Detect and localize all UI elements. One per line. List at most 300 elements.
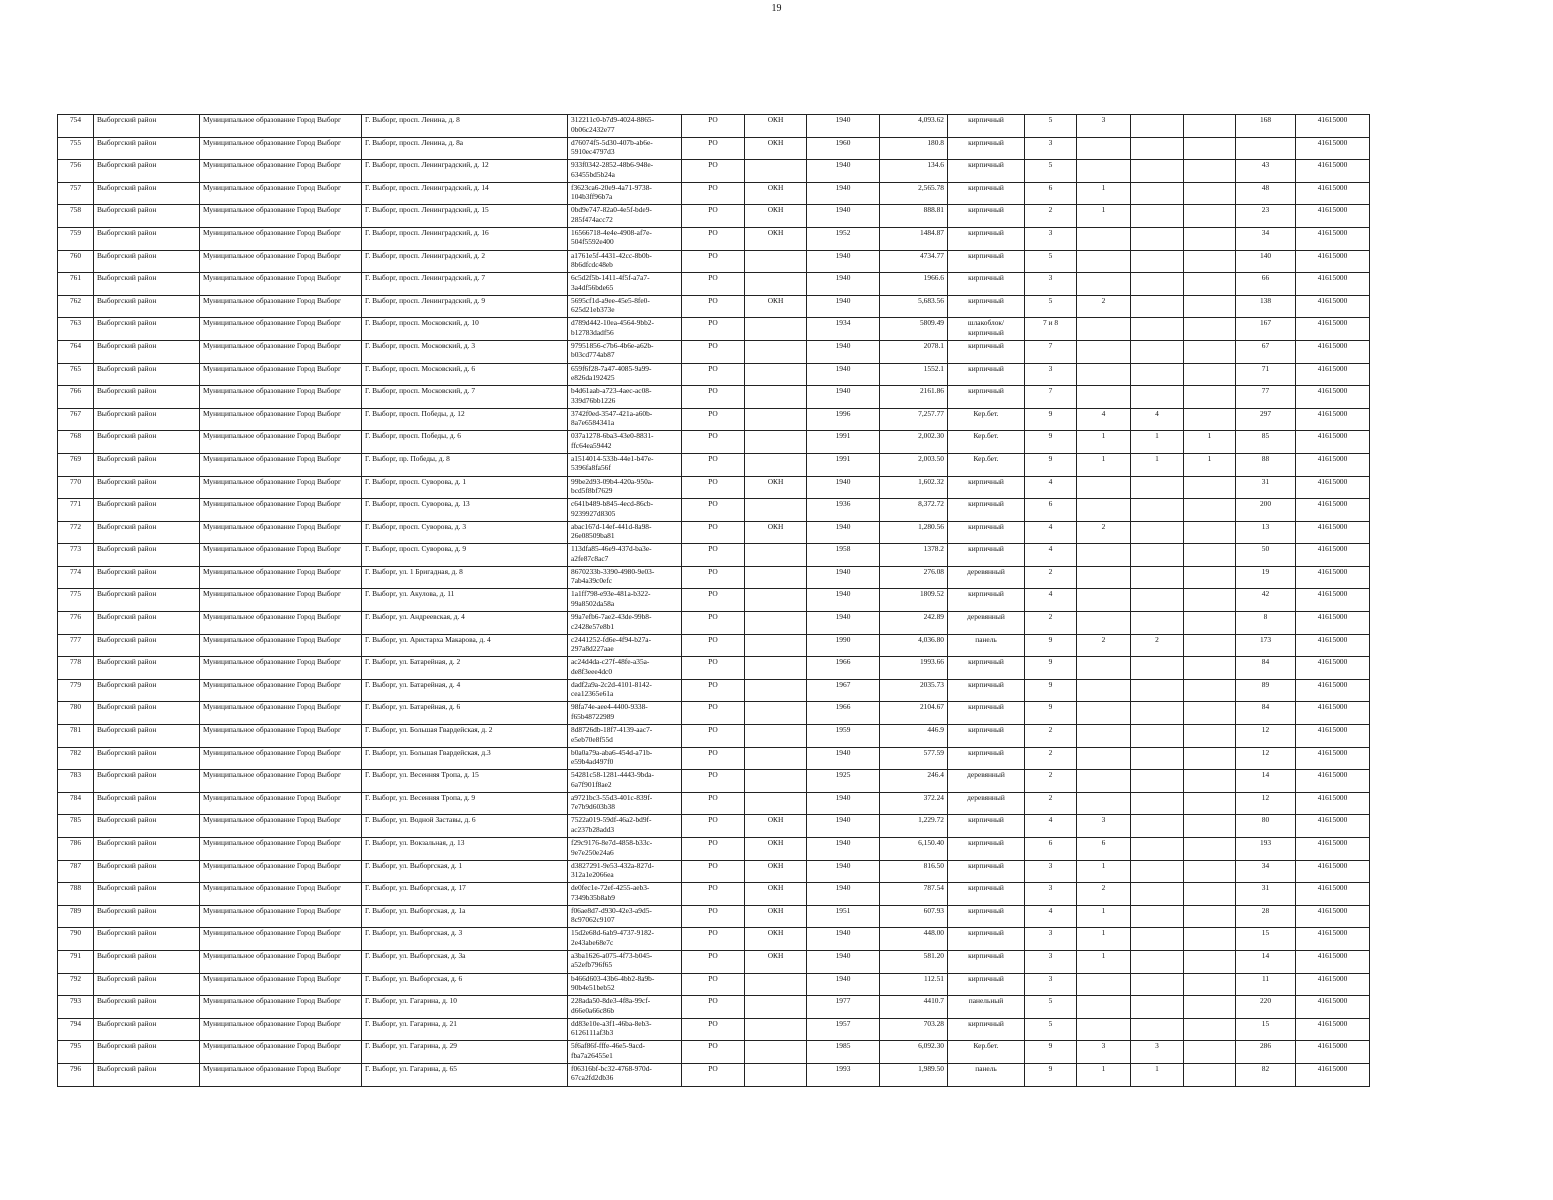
- apartments-cell: 77: [1236, 386, 1296, 409]
- count-2-cell: [1131, 702, 1184, 725]
- guid-cell: 3742f0ed-3547-421a-a60b-8a7e6584341a: [568, 408, 682, 431]
- okn-cell: [745, 973, 807, 996]
- year-cell: 1940: [807, 476, 880, 499]
- row-number-cell: 783: [58, 770, 94, 793]
- type-cell: РО: [682, 340, 745, 363]
- count-1-cell: [1077, 476, 1131, 499]
- floors-cell: 4: [1025, 589, 1077, 612]
- year-cell: 1940: [807, 973, 880, 996]
- type-cell: РО: [682, 431, 745, 454]
- floors-cell: 3: [1025, 928, 1077, 951]
- type-cell: РО: [682, 476, 745, 499]
- oktmo-cell: 41615000: [1296, 589, 1370, 612]
- table-row: [58, 815, 1370, 838]
- type-cell: РО: [682, 295, 745, 318]
- area-cell: 4734.77: [880, 250, 948, 273]
- address-cell: Г. Выборг, просп. Ленинградский, д. 7: [362, 273, 568, 296]
- count-1-cell: 2: [1077, 521, 1131, 544]
- apartments-cell: 12: [1236, 792, 1296, 815]
- guid-cell: 97951856-c7b6-4b6e-a62b-b03cd774ab87: [568, 340, 682, 363]
- count-1-cell: [1077, 657, 1131, 680]
- floors-cell: 7: [1025, 340, 1077, 363]
- row-number-cell: 755: [58, 137, 94, 160]
- address-cell: Г. Выборг, ул. Гагарина, д. 21: [362, 1018, 568, 1041]
- row-number-cell: 777: [58, 634, 94, 657]
- guid-cell: abac167d-14ef-441d-8a98-26e08509ba81: [568, 521, 682, 544]
- okn-cell: [745, 1018, 807, 1041]
- address-cell: Г. Выборг, ул. Выборгская, д. 3: [362, 928, 568, 951]
- count-1-cell: 1: [1077, 950, 1131, 973]
- area-cell: 1484.87: [880, 227, 948, 250]
- address-cell: Г. Выборг, ул. Весенняя Тропа, д. 9: [362, 792, 568, 815]
- material-cell: кирпичный: [948, 137, 1025, 160]
- apartments-cell: 28: [1236, 905, 1296, 928]
- area-cell: 577.59: [880, 747, 948, 770]
- area-cell: 5809.49: [880, 318, 948, 341]
- row-number-cell: 763: [58, 318, 94, 341]
- district-cell: Выборгский район: [94, 205, 200, 228]
- address-cell: Г. Выборг, ул. Гагарина, д. 10: [362, 996, 568, 1019]
- okn-cell: [745, 408, 807, 431]
- municipality-cell: Муниципальное образование Город Выборг: [200, 657, 362, 680]
- table-row: [58, 657, 1370, 680]
- count-3-cell: [1184, 115, 1236, 138]
- floors-cell: 5: [1025, 295, 1077, 318]
- count-3-cell: [1184, 1063, 1236, 1086]
- address-cell: Г. Выборг, просп. Московский, д. 3: [362, 340, 568, 363]
- okn-cell: [745, 499, 807, 522]
- apartments-cell: 66: [1236, 273, 1296, 296]
- type-cell: РО: [682, 182, 745, 205]
- type-cell: РО: [682, 250, 745, 273]
- okn-cell: [745, 634, 807, 657]
- okn-cell: [745, 770, 807, 793]
- okn-cell: [745, 544, 807, 567]
- count-2-cell: [1131, 205, 1184, 228]
- district-cell: Выборгский район: [94, 363, 200, 386]
- area-cell: 2,003.50: [880, 453, 948, 476]
- guid-cell: 99be2d93-09b4-420a-950a-bcd5f8bf7629: [568, 476, 682, 499]
- district-cell: Выборгский район: [94, 725, 200, 748]
- year-cell: 1925: [807, 770, 880, 793]
- guid-cell: 312211c0-b7d9-4024-8865-0b06c2432e77: [568, 115, 682, 138]
- district-cell: Выборгский район: [94, 950, 200, 973]
- oktmo-cell: 41615000: [1296, 453, 1370, 476]
- apartments-cell: 14: [1236, 950, 1296, 973]
- count-2-cell: [1131, 883, 1184, 906]
- table-row: [58, 589, 1370, 612]
- guid-cell: 16566718-4e4e-4908-af7e-504f5592e400: [568, 227, 682, 250]
- material-cell: Кер.бет.: [948, 1041, 1025, 1064]
- apartments-cell: 84: [1236, 702, 1296, 725]
- row-number-cell: 791: [58, 950, 94, 973]
- apartments-cell: 71: [1236, 363, 1296, 386]
- okn-cell: ОКН: [745, 950, 807, 973]
- count-1-cell: [1077, 273, 1131, 296]
- count-3-cell: [1184, 227, 1236, 250]
- material-cell: Кер.бет.: [948, 431, 1025, 454]
- address-cell: Г. Выборг, ул. Батарейная, д. 6: [362, 702, 568, 725]
- oktmo-cell: 41615000: [1296, 747, 1370, 770]
- type-cell: РО: [682, 499, 745, 522]
- oktmo-cell: 41615000: [1296, 996, 1370, 1019]
- address-cell: Г. Выборг, просп. Московский, д. 7: [362, 386, 568, 409]
- guid-cell: 228ada50-8de3-4f8a-99cf-d66e0a66c86b: [568, 996, 682, 1019]
- oktmo-cell: 41615000: [1296, 702, 1370, 725]
- okn-cell: ОКН: [745, 928, 807, 951]
- floors-cell: 5: [1025, 1018, 1077, 1041]
- oktmo-cell: 41615000: [1296, 1041, 1370, 1064]
- area-cell: 180.8: [880, 137, 948, 160]
- area-cell: 6,092.30: [880, 1041, 948, 1064]
- count-1-cell: [1077, 386, 1131, 409]
- material-cell: кирпичный: [948, 250, 1025, 273]
- type-cell: РО: [682, 408, 745, 431]
- floors-cell: 2: [1025, 792, 1077, 815]
- material-cell: кирпичный: [948, 589, 1025, 612]
- oktmo-cell: 41615000: [1296, 160, 1370, 183]
- municipality-cell: Муниципальное образование Город Выборг: [200, 499, 362, 522]
- apartments-cell: 85: [1236, 431, 1296, 454]
- municipality-cell: Муниципальное образование Город Выборг: [200, 815, 362, 838]
- count-3-cell: [1184, 725, 1236, 748]
- count-1-cell: [1077, 250, 1131, 273]
- district-cell: Выборгский район: [94, 612, 200, 635]
- count-3-cell: [1184, 566, 1236, 589]
- oktmo-cell: 41615000: [1296, 227, 1370, 250]
- material-cell: кирпичный: [948, 521, 1025, 544]
- oktmo-cell: 41615000: [1296, 792, 1370, 815]
- table-row: [58, 137, 1370, 160]
- count-1-cell: [1077, 996, 1131, 1019]
- material-cell: кирпичный: [948, 747, 1025, 770]
- okn-cell: ОКН: [745, 182, 807, 205]
- floors-cell: 2: [1025, 612, 1077, 635]
- type-cell: РО: [682, 227, 745, 250]
- area-cell: 1,280.56: [880, 521, 948, 544]
- municipality-cell: Муниципальное образование Город Выборг: [200, 205, 362, 228]
- count-3-cell: [1184, 612, 1236, 635]
- year-cell: 1940: [807, 386, 880, 409]
- guid-cell: 98fa74e-aee4-4400-9338-f65b48722989: [568, 702, 682, 725]
- apartments-cell: 12: [1236, 725, 1296, 748]
- area-cell: 4,093.62: [880, 115, 948, 138]
- material-cell: панель: [948, 634, 1025, 657]
- district-cell: Выборгский район: [94, 679, 200, 702]
- municipality-cell: Муниципальное образование Город Выборг: [200, 1041, 362, 1064]
- year-cell: 1991: [807, 431, 880, 454]
- year-cell: 1940: [807, 928, 880, 951]
- table-row: [58, 453, 1370, 476]
- area-cell: 787.54: [880, 883, 948, 906]
- municipality-cell: Муниципальное образование Город Выборг: [200, 273, 362, 296]
- area-cell: 134.6: [880, 160, 948, 183]
- okn-cell: [745, 318, 807, 341]
- count-2-cell: [1131, 928, 1184, 951]
- okn-cell: [745, 996, 807, 1019]
- oktmo-cell: 41615000: [1296, 205, 1370, 228]
- type-cell: РО: [682, 679, 745, 702]
- count-1-cell: 1: [1077, 453, 1131, 476]
- guid-cell: de0fec1e-72ef-4255-aeb3-7349b35b8ab9: [568, 883, 682, 906]
- count-2-cell: [1131, 566, 1184, 589]
- count-3-cell: [1184, 182, 1236, 205]
- table-body: [58, 115, 1370, 1087]
- address-cell: Г. Выборг, просп. Ленинградский, д. 9: [362, 295, 568, 318]
- table-row: [58, 227, 1370, 250]
- table-row: [58, 273, 1370, 296]
- address-cell: Г. Выборг, просп. Ленина, д. 8а: [362, 137, 568, 160]
- type-cell: РО: [682, 589, 745, 612]
- address-cell: Г. Выборг, просп. Московский, д. 10: [362, 318, 568, 341]
- type-cell: РО: [682, 815, 745, 838]
- guid-cell: ac24d4da-c27f-48fe-a35a-de8f3eee4dc0: [568, 657, 682, 680]
- area-cell: 1809.52: [880, 589, 948, 612]
- type-cell: РО: [682, 996, 745, 1019]
- address-cell: Г. Выборг, просп. Московский, д. 6: [362, 363, 568, 386]
- guid-cell: 659f6f28-7a47-4085-9a99-e826da192425: [568, 363, 682, 386]
- count-2-cell: [1131, 160, 1184, 183]
- year-cell: 1940: [807, 295, 880, 318]
- count-3-cell: [1184, 340, 1236, 363]
- okn-cell: [745, 250, 807, 273]
- address-cell: Г. Выборг, просп. Ленина, д. 8: [362, 115, 568, 138]
- year-cell: 1940: [807, 589, 880, 612]
- oktmo-cell: 41615000: [1296, 860, 1370, 883]
- type-cell: РО: [682, 770, 745, 793]
- type-cell: РО: [682, 973, 745, 996]
- row-number-cell: 776: [58, 612, 94, 635]
- municipality-cell: Муниципальное образование Город Выборг: [200, 996, 362, 1019]
- count-3-cell: [1184, 521, 1236, 544]
- table-row: [58, 725, 1370, 748]
- apartments-cell: 43: [1236, 160, 1296, 183]
- count-1-cell: 1: [1077, 928, 1131, 951]
- area-cell: 2035.73: [880, 679, 948, 702]
- row-number-cell: 768: [58, 431, 94, 454]
- table-row: [58, 386, 1370, 409]
- year-cell: 1940: [807, 860, 880, 883]
- oktmo-cell: 41615000: [1296, 1018, 1370, 1041]
- material-cell: Кер.бет.: [948, 408, 1025, 431]
- table-row: [58, 476, 1370, 499]
- apartments-cell: 48: [1236, 182, 1296, 205]
- year-cell: 1940: [807, 747, 880, 770]
- count-3-cell: [1184, 273, 1236, 296]
- municipality-cell: Муниципальное образование Город Выборг: [200, 747, 362, 770]
- floors-cell: 6: [1025, 499, 1077, 522]
- count-1-cell: 3: [1077, 815, 1131, 838]
- address-cell: Г. Выборг, просп. Ленинградский, д. 14: [362, 182, 568, 205]
- table-row: [58, 499, 1370, 522]
- year-cell: 1977: [807, 996, 880, 1019]
- oktmo-cell: 41615000: [1296, 295, 1370, 318]
- okn-cell: ОКН: [745, 838, 807, 861]
- district-cell: Выборгский район: [94, 431, 200, 454]
- count-2-cell: [1131, 273, 1184, 296]
- count-3-cell: [1184, 250, 1236, 273]
- oktmo-cell: 41615000: [1296, 273, 1370, 296]
- guid-cell: 5f6af86f-fffe-46e5-9acd-fba7a26455e1: [568, 1041, 682, 1064]
- guid-cell: b466d603-43b6-4bb2-8a9b-90b4e51beb52: [568, 973, 682, 996]
- count-2-cell: [1131, 115, 1184, 138]
- count-2-cell: [1131, 340, 1184, 363]
- year-cell: 1985: [807, 1041, 880, 1064]
- type-cell: РО: [682, 115, 745, 138]
- count-2-cell: [1131, 860, 1184, 883]
- count-3-cell: [1184, 838, 1236, 861]
- guid-cell: a9721bc3-55d3-401c-839f-7e7b9d603b38: [568, 792, 682, 815]
- floors-cell: 5: [1025, 115, 1077, 138]
- table-row: [58, 566, 1370, 589]
- okn-cell: ОКН: [745, 137, 807, 160]
- count-2-cell: 3: [1131, 1041, 1184, 1064]
- material-cell: кирпичный: [948, 860, 1025, 883]
- type-cell: РО: [682, 544, 745, 567]
- floors-cell: 3: [1025, 363, 1077, 386]
- count-3-cell: [1184, 679, 1236, 702]
- year-cell: 1940: [807, 950, 880, 973]
- count-1-cell: [1077, 770, 1131, 793]
- address-cell: Г. Выборг, ул. Гагарина, д. 65: [362, 1063, 568, 1086]
- apartments-cell: 286: [1236, 1041, 1296, 1064]
- address-cell: Г. Выборг, просп. Суворова, д. 13: [362, 499, 568, 522]
- year-cell: 1959: [807, 725, 880, 748]
- count-2-cell: [1131, 182, 1184, 205]
- oktmo-cell: 41615000: [1296, 318, 1370, 341]
- guid-cell: 6c5d2f5b-1411-4f5f-a7a7-3a4df56bde65: [568, 273, 682, 296]
- floors-cell: 9: [1025, 702, 1077, 725]
- okn-cell: [745, 431, 807, 454]
- oktmo-cell: 41615000: [1296, 182, 1370, 205]
- count-2-cell: [1131, 295, 1184, 318]
- district-cell: Выборгский район: [94, 702, 200, 725]
- material-cell: кирпичный: [948, 363, 1025, 386]
- area-cell: 1,989.50: [880, 1063, 948, 1086]
- row-number-cell: 774: [58, 566, 94, 589]
- apartments-cell: 23: [1236, 205, 1296, 228]
- area-cell: 1,229.72: [880, 815, 948, 838]
- type-cell: РО: [682, 657, 745, 680]
- oktmo-cell: 41615000: [1296, 815, 1370, 838]
- municipality-cell: Муниципальное образование Город Выборг: [200, 634, 362, 657]
- apartments-cell: [1236, 137, 1296, 160]
- row-number-cell: 761: [58, 273, 94, 296]
- table-row: [58, 408, 1370, 431]
- oktmo-cell: 41615000: [1296, 521, 1370, 544]
- apartments-cell: 80: [1236, 815, 1296, 838]
- count-1-cell: [1077, 160, 1131, 183]
- district-cell: Выборгский район: [94, 115, 200, 138]
- address-cell: Г. Выборг, ул. Большая Гвардейская, д. 2: [362, 725, 568, 748]
- year-cell: 1951: [807, 905, 880, 928]
- type-cell: РО: [682, 634, 745, 657]
- area-cell: 888.81: [880, 205, 948, 228]
- count-1-cell: [1077, 227, 1131, 250]
- count-2-cell: [1131, 950, 1184, 973]
- apartments-cell: 11: [1236, 973, 1296, 996]
- row-number-cell: 778: [58, 657, 94, 680]
- municipality-cell: Муниципальное образование Город Выборг: [200, 1018, 362, 1041]
- address-cell: Г. Выборг, ул. Батарейная, д. 4: [362, 679, 568, 702]
- apartments-cell: 89: [1236, 679, 1296, 702]
- count-3-cell: [1184, 1018, 1236, 1041]
- municipality-cell: Муниципальное образование Город Выборг: [200, 250, 362, 273]
- row-number-cell: 773: [58, 544, 94, 567]
- count-1-cell: [1077, 792, 1131, 815]
- apartments-cell: 12: [1236, 747, 1296, 770]
- address-cell: Г. Выборг, просп. Победы, д. 12: [362, 408, 568, 431]
- okn-cell: [745, 160, 807, 183]
- apartments-cell: 297: [1236, 408, 1296, 431]
- row-number-cell: 754: [58, 115, 94, 138]
- floors-cell: 3: [1025, 973, 1077, 996]
- area-cell: 1,602.32: [880, 476, 948, 499]
- year-cell: 1993: [807, 1063, 880, 1086]
- okn-cell: [745, 612, 807, 635]
- count-2-cell: [1131, 227, 1184, 250]
- oktmo-cell: 41615000: [1296, 408, 1370, 431]
- area-cell: 2161.86: [880, 386, 948, 409]
- oktmo-cell: 41615000: [1296, 386, 1370, 409]
- row-number-cell: 782: [58, 747, 94, 770]
- municipality-cell: Муниципальное образование Город Выборг: [200, 431, 362, 454]
- year-cell: 1940: [807, 566, 880, 589]
- okn-cell: [745, 1063, 807, 1086]
- floors-cell: 9: [1025, 634, 1077, 657]
- oktmo-cell: 41615000: [1296, 950, 1370, 973]
- count-3-cell: [1184, 363, 1236, 386]
- count-2-cell: [1131, 363, 1184, 386]
- year-cell: 1940: [807, 250, 880, 273]
- row-number-cell: 764: [58, 340, 94, 363]
- type-cell: РО: [682, 928, 745, 951]
- address-cell: Г. Выборг, просп. Победы, д. 6: [362, 431, 568, 454]
- apartments-cell: 8: [1236, 612, 1296, 635]
- count-3-cell: [1184, 928, 1236, 951]
- count-3-cell: [1184, 950, 1236, 973]
- year-cell: 1996: [807, 408, 880, 431]
- guid-cell: c641b489-b845-4ecd-86cb-9239927d8305: [568, 499, 682, 522]
- guid-cell: 8d8726db-18f7-4139-aac7-e5eb70e8f55d: [568, 725, 682, 748]
- row-number-cell: 784: [58, 792, 94, 815]
- apartments-cell: 31: [1236, 476, 1296, 499]
- material-cell: кирпичный: [948, 386, 1025, 409]
- oktmo-cell: 41615000: [1296, 657, 1370, 680]
- district-cell: Выборгский район: [94, 566, 200, 589]
- table-row: [58, 318, 1370, 341]
- type-cell: РО: [682, 453, 745, 476]
- district-cell: Выборгский район: [94, 137, 200, 160]
- district-cell: Выборгский район: [94, 996, 200, 1019]
- okn-cell: [745, 657, 807, 680]
- count-2-cell: [1131, 476, 1184, 499]
- table-row: [58, 928, 1370, 951]
- count-1-cell: [1077, 747, 1131, 770]
- district-cell: Выборгский район: [94, 499, 200, 522]
- oktmo-cell: 41615000: [1296, 928, 1370, 951]
- address-cell: Г. Выборг, ул. Гагарина, д. 29: [362, 1041, 568, 1064]
- table-row: [58, 363, 1370, 386]
- row-number-cell: 795: [58, 1041, 94, 1064]
- oktmo-cell: 41615000: [1296, 340, 1370, 363]
- floors-cell: 3: [1025, 227, 1077, 250]
- municipality-cell: Муниципальное образование Город Выборг: [200, 408, 362, 431]
- row-number-cell: 765: [58, 363, 94, 386]
- year-cell: 1934: [807, 318, 880, 341]
- area-cell: 2,565.78: [880, 182, 948, 205]
- material-cell: кирпичный: [948, 928, 1025, 951]
